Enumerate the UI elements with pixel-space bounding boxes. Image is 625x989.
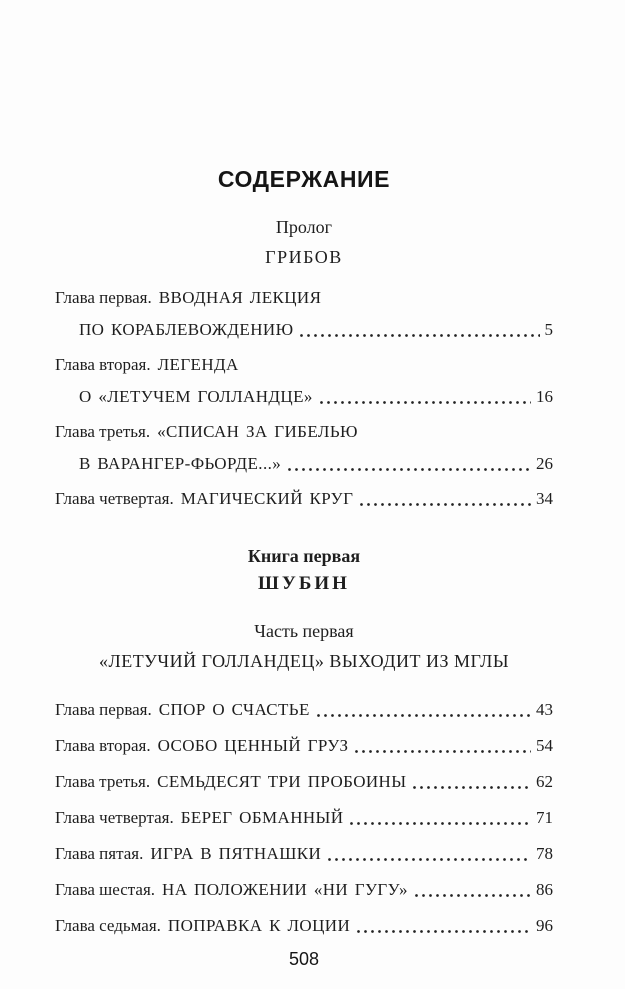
chapter-label: Глава четвертая. bbox=[55, 489, 174, 508]
chapter-title-continued: О «ЛЕТУЧЕМ ГОЛЛАНДЦЕ» bbox=[79, 387, 313, 406]
chapter-title: ПОПРАВКА К ЛОЦИИ bbox=[167, 916, 351, 935]
chapter-page-number: 43 bbox=[536, 700, 553, 719]
toc-entry-continuation bbox=[55, 320, 553, 340]
chapter-label: Глава вторая. bbox=[55, 736, 151, 755]
toc-entry-line bbox=[55, 288, 553, 308]
chapter-label: Глава третья. bbox=[55, 422, 151, 441]
chapter-page-number: 54 bbox=[536, 736, 553, 755]
toc-entry-line bbox=[55, 736, 553, 756]
chapter-label: Глава третья. bbox=[55, 772, 151, 791]
dotted-leader bbox=[350, 822, 531, 825]
toc-entry bbox=[55, 844, 553, 864]
toc-entry bbox=[55, 288, 553, 340]
chapter-label: Глава седьмая. bbox=[55, 916, 161, 935]
chapter-page-number: 78 bbox=[536, 844, 553, 863]
chapter-page-number: 71 bbox=[536, 808, 553, 827]
dotted-leader bbox=[317, 714, 531, 717]
chapter-page-number: 5 bbox=[544, 320, 553, 339]
chapter-label: Глава пятая. bbox=[55, 844, 144, 863]
toc-entry bbox=[55, 422, 553, 474]
chapter-title: ВВОДНАЯ ЛЕКЦИЯ bbox=[158, 288, 322, 307]
toc-entry-line bbox=[55, 916, 553, 936]
toc-entry bbox=[55, 916, 553, 936]
chapter-title: БЕРЕГ ОБМАННЫЙ bbox=[180, 808, 344, 827]
book-one-label: Книга первая bbox=[247, 546, 361, 566]
dotted-leader bbox=[320, 401, 531, 404]
toc-entry-line bbox=[55, 355, 553, 375]
toc-entry bbox=[55, 880, 553, 900]
toc-entry-line bbox=[55, 808, 553, 828]
chapter-label: Глава шестая. bbox=[55, 880, 156, 899]
toc-section-prologue bbox=[55, 288, 553, 509]
toc-entry-line bbox=[55, 489, 553, 509]
chapter-title: ЛЕГЕНДА bbox=[157, 355, 239, 374]
chapter-page-number: 62 bbox=[536, 772, 553, 791]
dotted-leader bbox=[328, 858, 531, 861]
toc-entry bbox=[55, 808, 553, 828]
chapter-title: НА ПОЛОЖЕНИИ «НИ ГУГУ» bbox=[162, 880, 408, 899]
toc-entry-line bbox=[55, 422, 553, 442]
toc-content bbox=[55, 0, 553, 969]
toc-entry bbox=[55, 355, 553, 407]
toc-entry-continuation bbox=[55, 387, 553, 407]
toc-entry-line bbox=[55, 772, 553, 792]
prologue-label: Пролог bbox=[275, 217, 333, 237]
chapter-label: Глава вторая. bbox=[55, 355, 151, 374]
book-one-title: ШУБИН bbox=[258, 573, 350, 594]
chapter-label: Глава первая. bbox=[55, 700, 152, 719]
toc-entry-line bbox=[55, 844, 553, 864]
chapter-title-continued: В ВАРАНГЕР-ФЬОРДЕ...» bbox=[79, 454, 282, 473]
toc-entry bbox=[55, 736, 553, 756]
dotted-leader bbox=[300, 334, 539, 337]
footer-page-number: 508 bbox=[288, 949, 320, 969]
dotted-leader bbox=[355, 750, 531, 753]
part-one-title: «ЛЕТУЧИЙ ГОЛЛАНДЕЦ» ВЫХОДИТ ИЗ МГЛЫ bbox=[98, 651, 510, 671]
chapter-title: «СПИСАН ЗА ГИБЕЛЬЮ bbox=[157, 422, 358, 441]
dotted-leader bbox=[357, 930, 531, 933]
toc-section-book-one bbox=[55, 700, 553, 936]
chapter-label: Глава первая. bbox=[55, 288, 152, 307]
chapter-title: ИГРА В ПЯТНАШКИ bbox=[150, 844, 322, 863]
chapter-page-number: 26 bbox=[536, 454, 553, 473]
chapter-page-number: 86 bbox=[536, 880, 553, 899]
chapter-title: СЕМЬДЕСЯТ ТРИ ПРОБОИНЫ bbox=[157, 772, 407, 791]
part-one-label: Часть первая bbox=[254, 621, 354, 641]
dotted-leader bbox=[288, 468, 531, 471]
toc-entry bbox=[55, 772, 553, 792]
page-title: СОДЕРЖАНИЕ bbox=[217, 166, 391, 192]
chapter-page-number: 16 bbox=[536, 387, 553, 406]
prologue-title: ГРИБОВ bbox=[265, 247, 343, 267]
chapter-title-continued: ПО КОРАБЛЕВОЖДЕНИЮ bbox=[79, 320, 294, 339]
chapter-label: Глава четвертая. bbox=[55, 808, 174, 827]
chapter-page-number: 96 bbox=[536, 916, 553, 935]
chapter-title: ОСОБО ЦЕННЫЙ ГРУЗ bbox=[157, 736, 349, 755]
chapter-page-number: 34 bbox=[536, 489, 553, 508]
dotted-leader bbox=[415, 894, 531, 897]
toc-entry-line bbox=[55, 700, 553, 720]
dotted-leader bbox=[413, 786, 531, 789]
dotted-leader bbox=[360, 503, 531, 506]
chapter-title: МАГИЧЕСКИЙ КРУГ bbox=[180, 489, 354, 508]
chapter-title: СПОР О СЧАСТЬЕ bbox=[158, 700, 310, 719]
toc-entry-continuation bbox=[55, 454, 553, 474]
toc-entry bbox=[55, 489, 553, 509]
toc-entry-line bbox=[55, 880, 553, 900]
toc-entry bbox=[55, 700, 553, 720]
